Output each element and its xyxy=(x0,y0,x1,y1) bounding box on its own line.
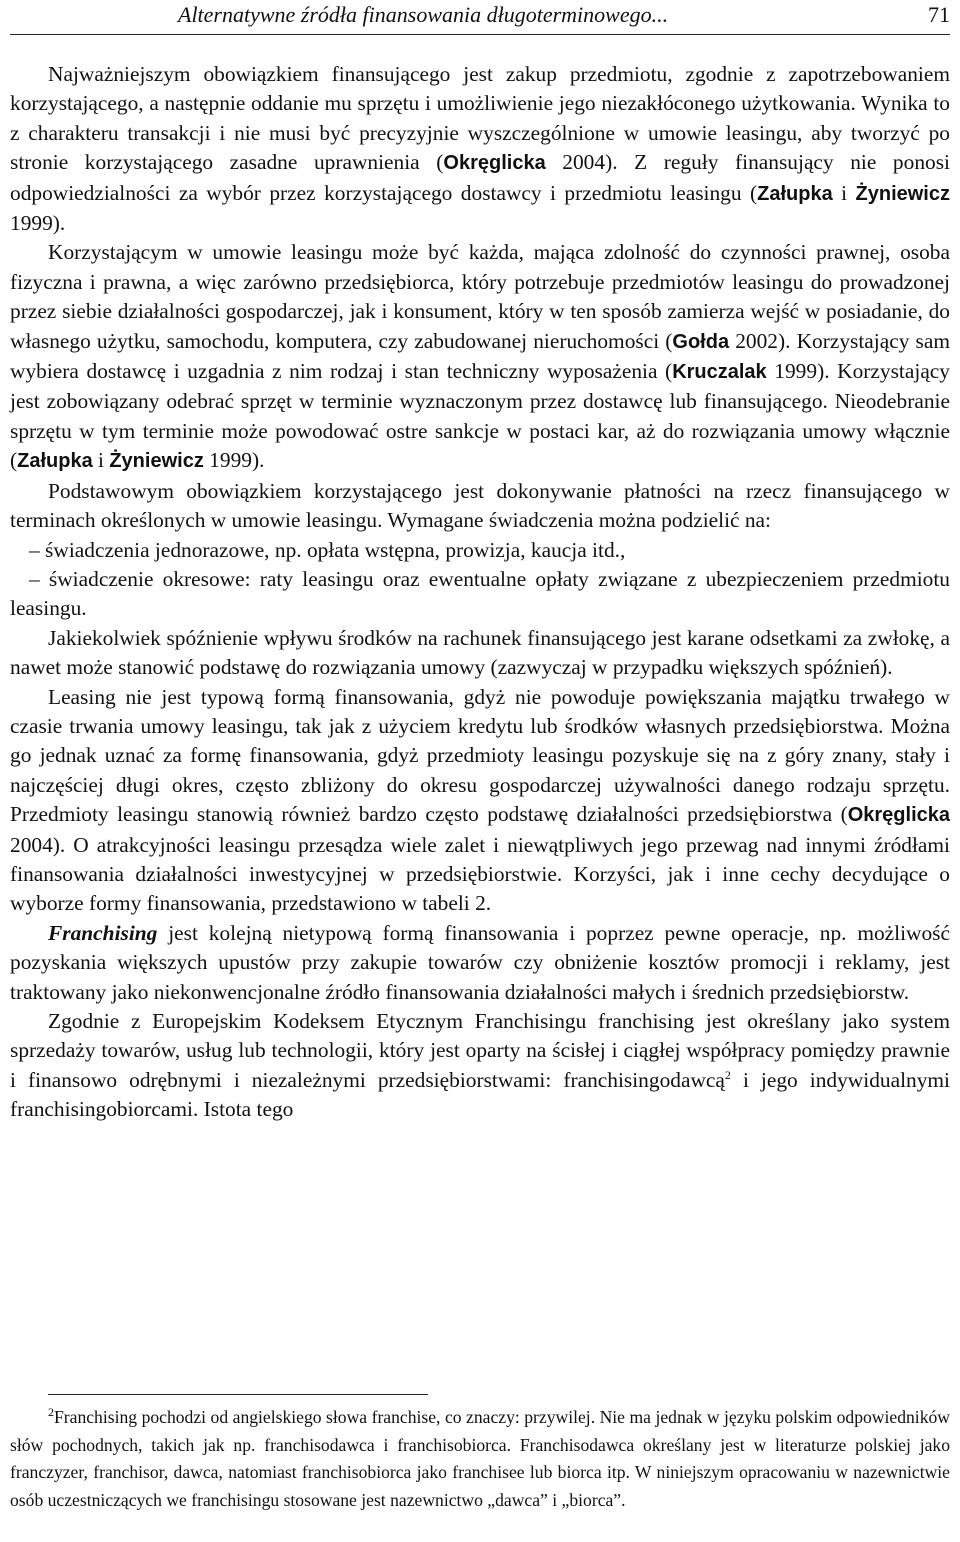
list-item: – świadczenia jednorazowe, np. opłata wstępna, prowizja, kaucja itd., xyxy=(29,537,626,562)
footnote xyxy=(10,1404,950,1514)
running-header xyxy=(10,0,950,35)
footnote-separator xyxy=(48,1394,428,1395)
paragraph-lessor-duties: Najważniejszym obowiązkiem finansującego jest zakup przedmiotu, zgodnie z zapotrzebowaniem korzystającego, a następnie oddanie mu sprzętu i umożliwienie jego niezakłóconego użytkowania. Wynika to z charakteru transakcji i nie musi być precyzyjnie wyszczególnione w umowie leasingu, aby tworzyć po stronie korzystającego zasadne uprawnienia (Okręglicka 2004). Z reguły finansujący nie ponosi odpowiedzialności za wybór przez korzystającego dostawcy i przedmiotu leasingu (Załupka i Żyniewicz 1999). xyxy=(10,62,950,236)
paragraph-franchising: Franchising jest kolejną nietypową formą finansowania i poprzez pewne operacje, np. możliwość pozyskania większych upustów przy zakupie towarów czy obniżenie kosztów promocji i reklamy, jest traktowany jako niekonwencjonalne źródło finansowania działalności małych i średnich przedsiębiorstw. xyxy=(10,920,950,1004)
paragraph-payments: Podstawowym obowiązkiem korzystającego jest dokonywanie płatności na rzecz finansującego w terminach określonych w umowie leasingu. Wymagane świadczenia można podzielić na: xyxy=(10,478,950,533)
citation-author: Kruczalak xyxy=(672,361,767,384)
running-header-title: Alternatywne źródła finansowania długoterminowego... xyxy=(178,2,669,27)
paragraph-leasing-form: Leasing nie jest typową formą finansowania, gdyż nie powoduje powiększania majątku trwałego w czasie trwania umowy leasingu, tak jak z użyciem kredytu lub środków własnych przedsiębiorstwa. Można go jednak uznać za formę finansowania, gdyż przedmioty leasingu pozyskuje się na z góry znany, stały i najczęściej długi okres, często zbliżony do okresu gospodarczej używalności danego rodzaju sprzętu. Przedmioty leasingu stanowią również bardzo często podstawę działalności przedsiębiorstwa (Okręglicka 2004). O atrakcyjności leasingu przesądza wiele zalet i niewątpliwych jego przewag nad innymi źródłami finansowania działalności inwestycyjnej w przedsiębiorstwie. Korzyści, jak i inne cechy decydujące o wyborze formy finansowania, przedstawiono w tabeli 2. xyxy=(10,684,950,916)
body-text xyxy=(10,60,950,1125)
citation-author: Okręglicka xyxy=(847,804,950,827)
citation-author: Żyniewicz xyxy=(109,450,204,473)
citation-author: Gołda xyxy=(672,330,730,353)
paragraph-late-payment: Jakiekolwiek spóźnienie wpływu środków na rachunek finansującego jest karane odsetkami za zwłokę, a nawet może stanowić podstawę do rozwiązania umowy (zazwyczaj w przypadku większych spóźnień). xyxy=(10,625,950,680)
citation-author: Okręglicka xyxy=(443,152,546,175)
citation-author: Załupka xyxy=(17,450,93,473)
citation-author: Żyniewicz xyxy=(855,182,950,205)
footnote-reference[interactable]: 2 xyxy=(724,1067,731,1082)
paragraph-franchising-definition: Zgodnie z Europejskim Kodeksem Etycznym Franchisingu franchising jest określany jako system sprzedaży towarów, usług lub technologii, który jest oparty na ścisłej i ciągłej współpracy pomiędzy prawnie i finansowo odrębnymi i niezależnymi przedsiębiorstwami: franchisingodawcą$^2$ i jego indywidualnymi franchisingobiorcami. Istota tego xyxy=(10,1009,950,1122)
footnote-text: Franchising pochodzi od angielskiego słowa franchise, co znaczy: przywilej. Nie ma jednak w języku polskim odpowiedników słów pochodnych, takich jak np. franchisodawca i franchisobiorca. Franchisodawca określany jest w literaturze polskiej jako franczyzer, franchisor, dawca, natomiast franchisobiorca jako franchisee lub biorca itp. W niniejszym opracowaniu w nazewnictwie osób uczestniczących we franchisingu stosowane jest nazewnictwo „dawca” i „biorca”. xyxy=(10,1407,950,1510)
page-number: 71 xyxy=(928,2,950,27)
list-item: – świadczenie okresowe: raty leasingu oraz ewentualne opłaty związane z ubezpieczeniem przedmiotu leasingu. xyxy=(10,566,950,621)
paragraph-lessee: Korzystającym w umowie leasingu może być każda, mająca zdolność do czynności prawnej, osoba fizyczna i prawna, a więc zarówno przedsiębiorca, który potrzebuje przedmiotów leasingu do prowadzonej przez siebie działalności gospodarczej, jak i konsument, który w ten sposób zamierza wejść w posiadanie, do własnego użytku, samochodu, komputera, czy zabudowanej nieruchomości (Gołda 2002). Korzystający sam wybiera dostawcę i uzgadnia z nim rodzaj i stan techniczny wyposażenia (Kruczalak 1999). Korzystający jest zobowiązany odebrać sprzęt w terminie wyznaczonym przez dostawcę lub finansującego. Nieodebranie sprzętu w tym terminie może powodować ostre sankcje w postaci kar, aż do rozwiązania umowy włącznie (Załupka i Żyniewicz 1999). xyxy=(10,240,951,473)
footnote-marker: 2 xyxy=(48,1405,54,1420)
citation-author: Załupka xyxy=(757,182,833,205)
emphasis-term: Franchising xyxy=(48,920,158,945)
